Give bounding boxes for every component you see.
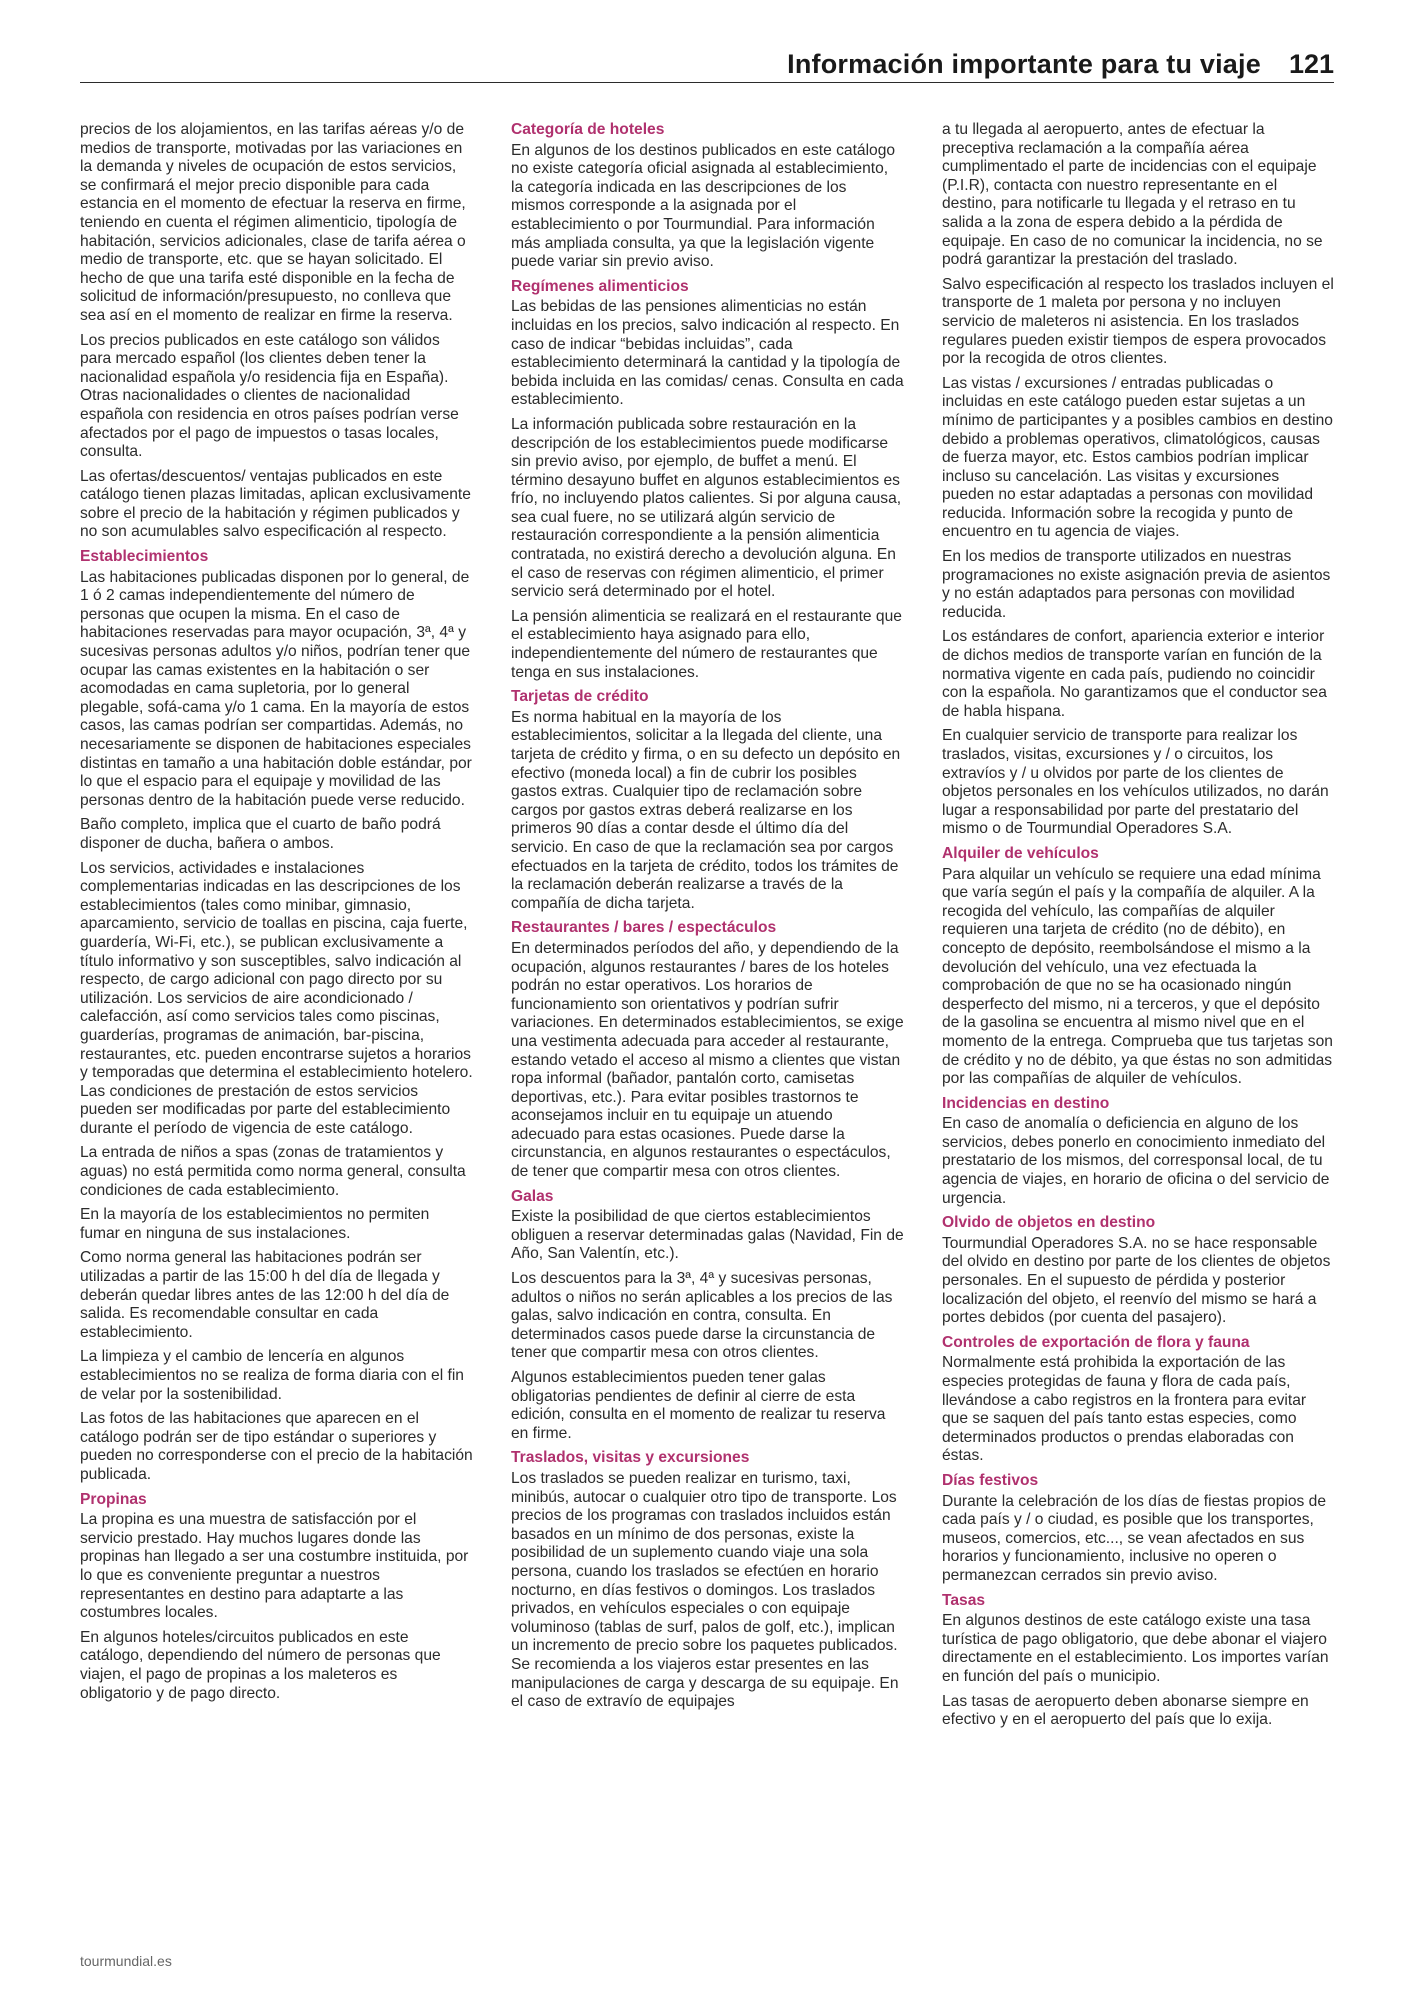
paragraph: En algunos hoteles/circuitos publicados en este catálogo, dependiendo del número de personas que viajen, el pago de propinas a los maleteros es obligatorio y de pago directo. — [80, 1628, 441, 1702]
paragraph: La limpieza y el cambio de lencería en algunos establecimientos no se realiza de forma diaria con el fin de velar por la sostenibilidad. — [80, 1348, 464, 1403]
section-heading: Establecimientos — [80, 548, 209, 566]
section-heading: Alquiler de vehículos — [942, 844, 1099, 862]
paragraph: Las vistas / excursiones / entradas publicadas o incluidas en este catálogo pueden estar sujetas a un mínimo de participantes y a posibles cambios en destino debido a problemas operativos, climatológicos, causas de fuerza mayor, etc. Estos cambios podrían implicar incluso su cancelación. Las visitas y excursiones pueden no estar adaptadas a personas con movilidad reducida. Información sobre la recogida y punto de encuentro en tu agencia de viajes. — [942, 374, 1333, 541]
paragraph: Salvo especificación al respecto los traslados incluyen el transporte de 1 maleta por persona y no incluyen servicio de maleteros ni asistencia. En los traslados regulares pueden existir tiempos de espera provocados por la recogida de otros clientes. — [942, 275, 1334, 368]
paragraph: En algunos destinos de este catálogo existe una tasa turística de pago obligatorio, que debe abonar el viajero directamente en el establecimiento. Los importes varían en función del país o municipio. — [942, 1612, 1329, 1685]
section-heading: Días festivos — [942, 1471, 1039, 1489]
paragraph: Durante la celebración de los días de fiestas propios de cada país y / o ciudad, es posible que los transportes, museos, comercios, etc..., se vean afectados en sus horarios y funcionamiento, inclusive no operen o permanezcan cerrados sin previo aviso. — [942, 1492, 1327, 1584]
paragraph: Para alquilar un vehículo se requiere una edad mínima que varía según el país y la compañía de alquiler. A la recogida del vehículo, las compañías de alquiler requieren una tarjeta de crédito (no de débito), en concepto de depósito, reembolsándose el mismo a la devolución del vehículo, una vez efectuada la comprobación de que no se ha ocasionado ningún desperfecto del mismo, ni a terceros, y que el depósito de la gasolina se encuentra al mismo nivel que en el momento de la entrega. Comprueba que tus tarjetas son de crédito y no de débito, ya que éstas no son admitidas por las compañías de alquiler de vehículos. — [942, 865, 1333, 1088]
column-3 — [942, 121, 1335, 1946]
paragraph: precios de los alojamientos, en las tarifas aéreas y/o de medios de transporte, motivadas por las variaciones en la demanda y niveles de ocupación de estos servicios, se confirmará el mejor precio disponible para cada estancia en el momento de efectuar la reserva en firme, teniendo en cuenta el régimen alimenticio, tipología de habitación, servicios adicionales, clase de tarifa aérea o medio de transporte, etc. que se hayan solicitado. El hecho de que una tarifa esté disponible en la fecha de solicitud de información/presupuesto, no conlleva que sea así en el momento de realizar en firme la reserva. — [80, 121, 466, 324]
paragraph: Las tasas de aeropuerto deben abonarse siempre en efectivo y en el aeropuerto del país que lo exija. — [942, 1692, 1309, 1729]
paragraph: Los estándares de confort, apariencia exterior e interior de dichos medios de transporte varían en función de la normativa vigente en cada país, pudiendo no coincidir con la española. No garantizamos que el conductor sea de habla hispana. — [942, 628, 1327, 720]
paragraph: La entrada de niños a spas (zonas de tratamientos y aguas) no está permitida como norma general, consulta condiciones de cada establecimiento. — [80, 1144, 466, 1199]
paragraph: Los precios publicados en este catálogo son válidos para mercado español (los clientes deben tener la nacionalidad española y/o residencia fija en España). Otras nacionalidades o clientes de nacionalidad española con residencia en otros países podrían verse afectados por el pago de impuestos o tasas locales, consulta. — [80, 331, 459, 461]
section-heading: Tarjetas de crédito — [511, 688, 649, 706]
section-heading: Categoría de hoteles — [511, 121, 665, 138]
paragraph: Existe la posibilidad de que ciertos establecimientos obliguen a reservar determinadas galas (Navidad, Fin de Año, San Valentín, etc.). — [511, 1208, 904, 1263]
paragraph: La pensión alimenticia se realizará en el restaurante que el establecimiento haya asignado para ello, independientemente del número de restaurantes que tenga en sus instalaciones. — [511, 607, 902, 681]
content-columns — [80, 121, 1335, 1946]
paragraph: En la mayoría de los establecimientos no permiten fumar en ninguna de sus instalaciones. — [80, 1206, 430, 1242]
paragraph: Algunos establecimientos pueden tener galas obligatorias pendientes de definir al cierre de esta edición, consulta en el momento de realizar tu reserva en firme. — [511, 1369, 886, 1442]
section-heading: Incidencias en destino — [942, 1094, 1110, 1112]
paragraph: Es norma habitual en la mayoría de los establecimientos, solicitar a la llegada del cliente, una tarjeta de crédito y firma, o en su defecto un depósito en efectivo (moneda local) a fin de cubrir los posibles gastos extras. Cualquier tipo de reclamación sobre cargos por gastos extras deberá realizarse en los primeros 90 días a contar desde el último día del servicio. En caso de que la reclamación sea por cargos efectuados en la tarjeta de crédito, todos los trámites de la reclamación deberán realizarse a través de la compañía de dicha tarjeta. — [511, 708, 901, 912]
section-heading: Restaurantes / bares / espectáculos — [511, 919, 777, 937]
paragraph: Los servicios, actividades e instalaciones complementarias indicadas en las descripciones de los establecimientos (tales como minibar, gimnasio, aparcamiento, servicio de toallas en piscina, caja fuerte, guardería, Wi-Fi, etc.), se publican exclusivamente a título informativo y son susceptibles, salvo indicación al respecto, de cargo adicional con pago directo por su utilización. Los servicios de aire acondicionado / calefacción, así como servicios tales como piscinas, guarderías, programas de animación, bar-piscina, restaurantes, etc. pueden encontrarse sujetos a horarios y temporadas que determina el establecimiento hotelero. Las condiciones de prestación de estos servicios pueden ser modificadas por parte del establecimiento durante el período de vigencia de este catálogo. — [80, 859, 473, 1137]
paragraph: Los descuentos para la 3ª, 4ª y sucesivas personas, adultos o niños no serán aplicables a los precios de las galas, salvo indicación en contra, consulta. En determinados casos puede darse la circunstancia de tener que compartir mesa con otros clientes. — [511, 1270, 893, 1362]
paragraph: Las fotos de las habitaciones que aparecen en el catálogo podrán ser de tipo estándar o superiores y pueden no corresponderse con el precio de la habitación publicada. — [80, 1410, 473, 1483]
paragraph: Los traslados se pueden realizar en turismo, taxi, minibús, autocar o cualquier otro tipo de transporte. Los precios de los programas con traslados incluidos están basados en un mínimo de dos personas, existe la posibilidad de un suplemento cuando viaje una sola persona, cuando los traslados se efectúen en horario nocturno, en días festivos o domingos. Los traslados privados, en vehículos especiales o con equipaje voluminoso (tablas de surf, palos de golf, etc.), implican un incremento de precio sobre los paquetes publicados. Se recomienda a los viajeros estar presentes en las manipulaciones de carga y descarga de su equipaje. En el caso de extravío de equipajes — [511, 1469, 899, 1711]
paragraph: Las bebidas de las pensiones alimenticias no están incluidas en los precios, salvo indicación al respecto. En caso de indicar “bebidas incluidas”, cada establecimiento determinará la cantidad y la tipología de bebida incluida en las comidas/ cenas. Consulta en cada establecimiento. — [511, 298, 904, 409]
page-title: Información importante para tu viaje — [787, 48, 1261, 79]
paragraph: En determinados períodos del año, y dependiendo de la ocupación, algunos restaurantes / bares de los hoteles podrán no estar operativos. Los horarios de funcionamiento son orientativos y podrían sufrir variaciones. En determinados establecimientos, se exige una vestimenta adecuada para acceder al restaurante, estando vetado el acceso al mismo a clientes que vistan ropa informal (bañador, pantalón corto, camisetas deportivas, etc.). Para evitar posibles trastornos te aconsejamos incluir en tu equipaje un atuendo adecuado para estas ocasiones. Puede darse la circunstancia, en algunos restaurantes o espectáculos, de tener que compartir mesa con otros clientes. — [511, 939, 904, 1181]
section-heading: Controles de exportación de flora y fauna — [942, 1333, 1250, 1351]
paragraph: Como norma general las habitaciones podrán ser utilizadas a partir de las 15:00 h del día de llegada y deberán quedar libres antes de las 12:00 h del día de salida. Es recomendable consultar en cada establecimiento. — [80, 1249, 450, 1341]
section-heading: Regímenes alimenticios — [511, 277, 689, 295]
paragraph: La propina es una muestra de satisfacción por el servicio prestado. Hay muchos lugares donde las propinas han llegado a ser una costumbre instituida, por lo que es conveniente preguntar a nuestros representantes en destino para adaptarte a las costumbres locales. — [80, 1511, 469, 1622]
section-heading: Galas — [511, 1187, 554, 1205]
paragraph: a tu llegada al aeropuerto, antes de efectuar la preceptiva reclamación a la compañía aérea cumplimentado el parte de incidencias con el equipaje (P.I.R), contacta con nuestro representante en el destino, para notificarle tu llegada y el retraso en tu salida a la zona de espera debido a la pérdida de equipaje. En caso de no comunicar la incidencia, no se podrá garantizar la prestación del traslado. — [942, 121, 1323, 269]
paragraph: En caso de anomalía o deficiencia en alguno de los servicios, debes ponerlo en conocimiento inmediato del prestatario de los mismos, del corresponsal local, de tu agencia de viajes, en horario de oficina o del servicio de urgencia. — [942, 1115, 1330, 1207]
footer-site-link[interactable]: tourmundial.es — [80, 1953, 172, 1969]
section-heading: Olvido de objetos en destino — [942, 1214, 1156, 1232]
paragraph: En los medios de transporte utilizados en nuestras programaciones no existe asignación previa de asientos y no están adaptados para personas con movilidad reducida. — [942, 548, 1331, 621]
section-heading: Traslados, visitas y excursiones — [511, 1449, 750, 1467]
paragraph: En cualquier servicio de transporte para realizar los traslados, visitas, excursiones y / o circuitos, los extravíos y / u olvidos por parte de los clientes de objetos personales en los vehículos utilizados, no darán lugar a responsabilidad por parte del prestatario del mismo o de Tourmundial Operadores S.A. — [942, 727, 1329, 838]
paragraph: Tourmundial Operadores S.A. no se hace responsable del olvido en destino por parte de los clientes de objetos personales. En el supuesto de pérdida y posterior localización del objeto, el reenvío del mismo se hará a portes debidos (por cuenta del pasajero). — [942, 1234, 1331, 1327]
page-header — [80, 46, 1334, 83]
page-number: 121 — [1288, 48, 1334, 79]
paragraph: Las habitaciones publicadas disponen por lo general, de 1 ó 2 camas independientemente del número de personas que ocupen la misma. En el caso de habitaciones reservadas para mayor ocupación, 3ª, 4ª y sucesivas personas adultos y/o niños, podrían tener que ocupar las camas existentes en la habitación o ser acomodadas en cama supletoria, por lo general plegable, sofá-cama y/o 1 cama. En la mayoría de estos casos, las camas podrían ser compartidas. Además, no necesariamente se disponen de habitaciones especiales distintas en tamaño a una habitación doble estándar, por lo que el espacio para el equipaje y movilidad de las personas dentro de la habitación puede verse reducido. — [80, 568, 472, 809]
paragraph: La información publicada sobre restauración en la descripción de los establecimientos puede modificarse sin previo aviso, por ejemplo, de buffet a menú. El término desayuno buffet en algunos establecimientos es frío, no incluyendo platos calientes. Si por alguna causa, sea cual fuere, no se utilizará algún servicio de restauración correspondiente a la pensión alimenticia contratada, no existirá derecho a devolución alguna. En el caso de reservas con régimen alimenticio, el primer servicio será determinado por el hotel. — [511, 415, 902, 601]
section-heading: Propinas — [80, 1490, 147, 1508]
paragraph: Las ofertas/descuentos/ ventajas publicados en este catálogo tienen plazas limitadas, aplican exclusivamente sobre el precio de la habitación y régimen publicados y no son acumulables salvo especificación al respecto. — [80, 467, 471, 541]
section-heading: Tasas — [942, 1591, 986, 1609]
paragraph: Normalmente está prohibida la exportación de las especies protegidas de fauna y flora de cada país, llevándose a cabo registros en la frontera para evitar que se saquen del país tanto estas especies, como determinados productos o prendas elaboradas con éstas. — [942, 1354, 1307, 1465]
column-2 — [511, 121, 904, 1946]
paragraph: En algunos de los destinos publicados en este catálogo no existe categoría oficial asignada al establecimiento, la categoría indicada en las descripciones de los mismos corresponde a la asignada por el establecimiento o por Tourmundial. Para información más ampliada consulta, ya que la legislación vigente puede variar sin previo aviso. — [511, 141, 896, 271]
paragraph: Baño completo, implica que el cuarto de baño podrá disponer de ducha, bañera o ambos. — [80, 816, 441, 852]
column-1 — [80, 121, 473, 1946]
